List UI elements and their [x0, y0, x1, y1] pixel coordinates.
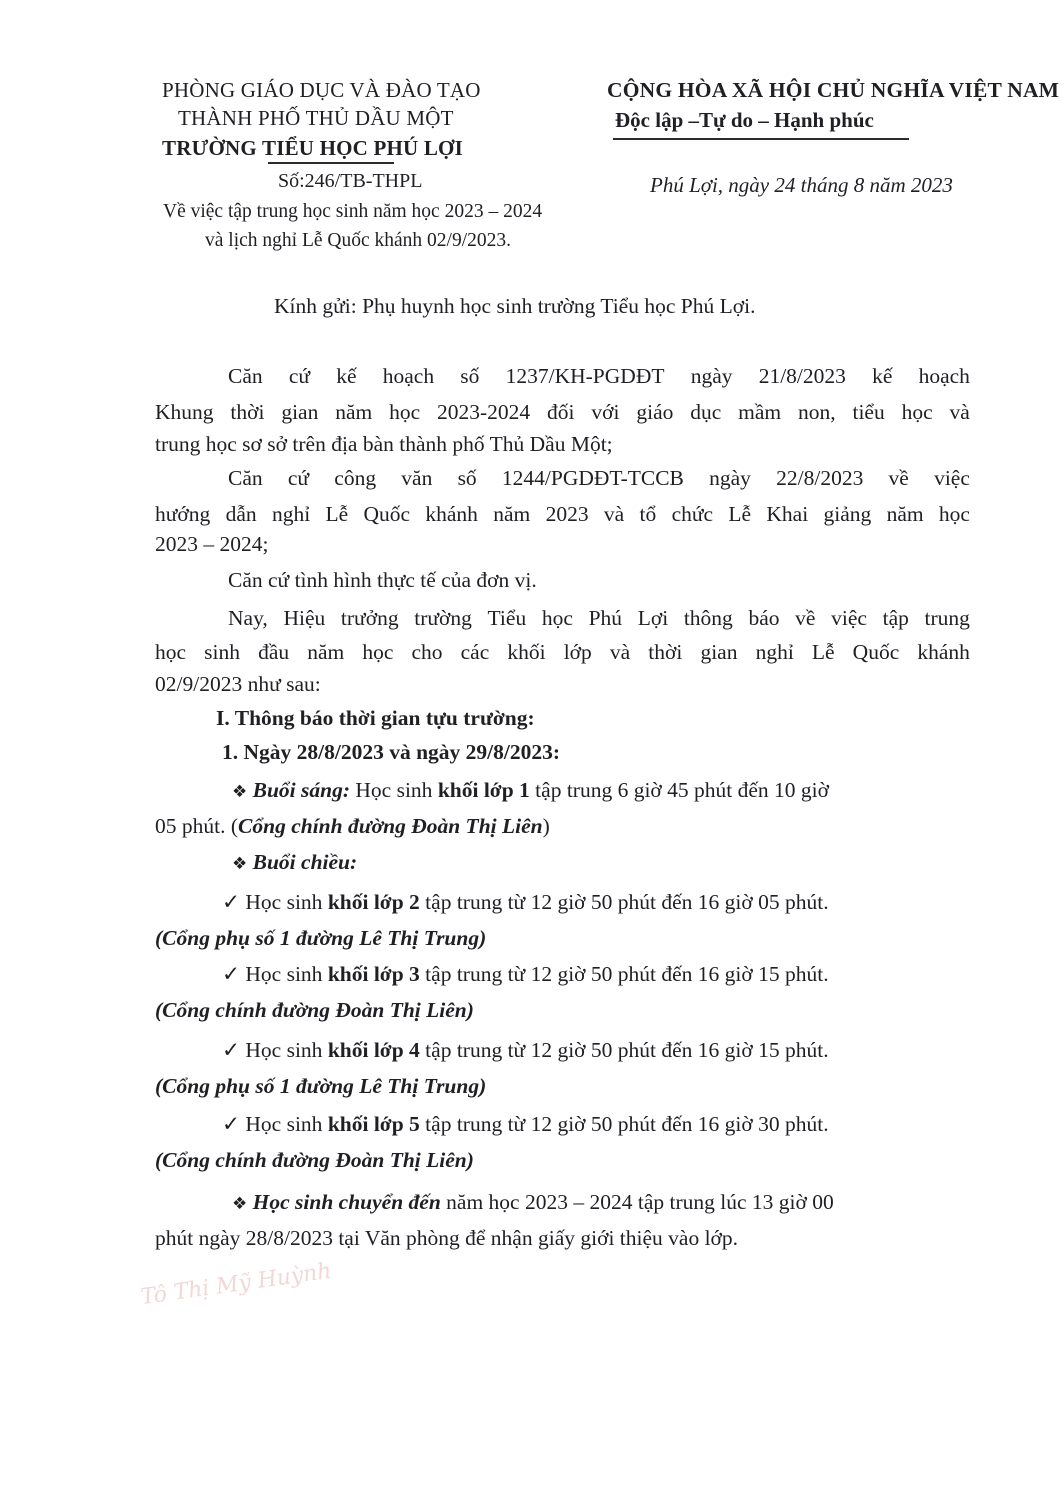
word: và	[603, 502, 625, 526]
word: Khai	[766, 502, 809, 526]
word: khối	[507, 640, 546, 664]
school-name-underline	[268, 162, 394, 164]
word: 22/8/2023	[776, 466, 864, 490]
transfer-text: năm học 2023 – 2024 tập trung lúc 13 giờ 00	[440, 1190, 834, 1214]
word: giáo	[636, 400, 674, 424]
morning-text-b: tập trung 6 giờ 45 phút đến 10 giờ	[529, 778, 830, 802]
faint-signature: Tô Thị Mỹ Huỳnh	[139, 1258, 333, 1311]
word: thời	[230, 400, 265, 424]
p4-line-3: 02/9/2023 như sau:	[155, 672, 321, 696]
word: đầu	[258, 640, 290, 664]
word: tổ	[639, 502, 657, 526]
p2-line-1	[228, 466, 970, 491]
morning-label: Buổi sáng:	[252, 778, 351, 802]
word: hoạch	[382, 364, 435, 388]
p3-line: Căn cứ tình hình thực tế của đơn vị.	[228, 568, 537, 592]
word: giảng	[823, 502, 872, 526]
word: học	[362, 640, 394, 664]
check-icon: ✓	[222, 1038, 241, 1063]
word: Lễ	[325, 502, 349, 526]
morning-l2-b: )	[542, 814, 550, 838]
check-icon: ✓	[222, 962, 241, 987]
word: công	[334, 466, 377, 490]
agency-name: PHÒNG GIÁO DỤC VÀ ĐÀO TẠO	[162, 78, 481, 102]
word: 2023	[545, 502, 589, 526]
word: trường	[414, 606, 472, 630]
word: học	[389, 400, 421, 424]
transfer-line-2: phút ngày 28/8/2023 tại Văn phòng để nhận giấy giới thiệu vào lớp.	[155, 1226, 739, 1250]
grade-3-line	[222, 964, 829, 986]
word: đối	[547, 400, 575, 424]
word: nghỉ	[755, 640, 794, 664]
word: dục	[690, 400, 722, 424]
diamond-bullet-icon: ❖	[232, 1194, 248, 1214]
word: gian	[700, 640, 738, 664]
word: và	[609, 640, 631, 664]
morning-l2-a: 05 phút. (	[155, 814, 239, 838]
p2-line-3: 2023 – 2024;	[155, 532, 269, 556]
word: việc	[934, 466, 970, 490]
grade-time: tập trung từ 12 giờ 50 phút đến 16 giờ 05 phút.	[419, 890, 829, 914]
date-line: Phú Lợi, ngày 24 tháng 8 năm 2023	[650, 173, 953, 197]
word: non,	[798, 400, 836, 424]
word: mầm	[738, 400, 782, 424]
morning-gate: Cổng chính đường Đoàn Thị Liên	[238, 814, 543, 838]
morning-line-2	[155, 816, 550, 838]
word: khánh	[917, 640, 970, 664]
grade-4-line	[222, 1040, 829, 1062]
p2-line-2	[155, 502, 970, 527]
word: năm	[307, 640, 345, 664]
word: Lợi	[637, 606, 669, 630]
word: thời	[648, 640, 683, 664]
word: trưởng	[340, 606, 399, 630]
word: cho	[411, 640, 443, 664]
grade-2-gate: (Cổng phụ số 1 đường Lê Thị Trung)	[155, 926, 487, 950]
word: Phú	[588, 606, 623, 630]
word: Quốc	[363, 502, 411, 526]
grade-time: tập trung từ 12 giờ 50 phút đến 16 giờ 15 phút.	[419, 1038, 829, 1062]
grade-label: khối lớp 2	[327, 890, 420, 914]
word: ngày	[690, 364, 733, 388]
word: báo	[748, 606, 780, 630]
grade-text: Học sinh	[240, 890, 328, 914]
word: học	[155, 640, 187, 664]
word: Quốc	[852, 640, 900, 664]
grade-5-line	[222, 1114, 829, 1136]
afternoon-heading	[232, 852, 357, 874]
grade-3-gate: (Cổng chính đường Đoàn Thị Liên)	[155, 998, 474, 1022]
word: văn	[401, 466, 433, 490]
word: Lễ	[728, 502, 752, 526]
p1-line-2	[155, 400, 970, 425]
word: học	[938, 502, 970, 526]
afternoon-label: Buổi chiều:	[252, 850, 358, 874]
word: lớp	[563, 640, 592, 664]
word: nghỉ	[271, 502, 311, 526]
greeting: Kính gửi: Phụ huynh học sinh trường Tiểu học Phú Lợi.	[274, 294, 756, 318]
transfer-line-1	[232, 1192, 834, 1214]
morning-text-a: Học sinh	[350, 778, 438, 802]
word: khánh	[425, 502, 478, 526]
word: hướng	[155, 502, 211, 526]
word: kế	[872, 364, 893, 388]
diamond-bullet-icon: ❖	[232, 854, 248, 874]
word: số	[457, 466, 477, 490]
morning-grade: khối lớp 1	[437, 778, 530, 802]
national-motto: Độc lập –Tự do – Hạnh phúc	[615, 108, 874, 132]
word: 2023-2024	[437, 400, 531, 424]
word: với	[591, 400, 620, 424]
grade-text: Học sinh	[240, 1112, 328, 1136]
word: hoạch	[918, 364, 970, 388]
word: năm	[335, 400, 373, 424]
grade-text: Học sinh	[240, 1038, 328, 1062]
word: việc	[831, 606, 867, 630]
word: cứ	[288, 364, 311, 388]
subject-line-1: Về việc tập trung học sinh năm học 2023 – 2024	[163, 201, 543, 222]
p1-line-3: trung học sơ sở trên địa bàn thành phố Thủ Dầu Một;	[155, 432, 613, 456]
item-1-title: 1. Ngày 28/8/2023 và ngày 29/8/2023:	[222, 740, 561, 764]
check-icon: ✓	[222, 890, 241, 915]
word: học	[901, 400, 933, 424]
word: về	[795, 606, 816, 630]
word: dẫn	[225, 502, 257, 526]
word: ngày	[709, 466, 751, 490]
word: 21/8/2023	[758, 364, 846, 388]
morning-line-1	[232, 780, 829, 802]
word: Tiểu	[487, 606, 527, 630]
document-number: Số:246/TB-THPL	[278, 170, 423, 192]
word: Khung	[155, 400, 214, 424]
word: 1244/PGDĐT-TCCB	[501, 466, 684, 490]
word: thông	[683, 606, 733, 630]
word: các	[460, 640, 490, 664]
word: tiểu	[852, 400, 885, 424]
check-icon: ✓	[222, 1112, 241, 1137]
grade-4-gate: (Cổng phụ số 1 đường Lê Thị Trung)	[155, 1074, 487, 1098]
motto-underline	[613, 138, 909, 140]
word: Lễ	[811, 640, 835, 664]
word: Căn	[228, 364, 263, 388]
p1-line-1	[228, 364, 970, 389]
word: chức	[671, 502, 714, 526]
subject-line-2: và lịch nghỉ Lễ Quốc khánh 02/9/2023.	[205, 230, 511, 251]
p4-line-1	[228, 606, 970, 631]
grade-label: khối lớp 5	[327, 1112, 420, 1136]
word: tập	[882, 606, 909, 630]
city-name: THÀNH PHỐ THỦ DẦU MỘT	[178, 106, 454, 130]
diamond-bullet-icon: ❖	[232, 782, 248, 802]
grade-label: khối lớp 4	[327, 1038, 420, 1062]
word: gian	[281, 400, 319, 424]
section-1-title: I. Thông báo thời gian tựu trường:	[216, 706, 535, 730]
word: 1237/KH-PGDĐT	[505, 364, 665, 388]
word: Căn	[228, 466, 263, 490]
word: Nay,	[228, 606, 268, 630]
word: và	[949, 400, 970, 424]
grade-2-line	[222, 892, 829, 914]
word: về	[888, 466, 909, 490]
word: số	[460, 364, 480, 388]
word: Hiệu	[283, 606, 326, 630]
grade-label: khối lớp 3	[327, 962, 420, 986]
school-name: TRƯỜNG TIỂU HỌC PHÚ LỢI	[162, 136, 463, 160]
word: năm	[886, 502, 924, 526]
grade-5-gate: (Cổng chính đường Đoàn Thị Liên)	[155, 1148, 474, 1172]
word: kế	[336, 364, 357, 388]
word: sinh	[204, 640, 240, 664]
word: năm	[493, 502, 531, 526]
grade-text: Học sinh	[240, 962, 328, 986]
national-title: CỘNG HÒA XÃ HỘI CHỦ NGHĨA VIỆT NAM	[607, 78, 1060, 102]
p4-line-2	[155, 640, 970, 665]
grade-time: tập trung từ 12 giờ 50 phút đến 16 giờ 30 phút.	[419, 1112, 829, 1136]
word: học	[541, 606, 573, 630]
word: trung	[924, 606, 970, 630]
grade-time: tập trung từ 12 giờ 50 phút đến 16 giờ 15 phút.	[419, 962, 829, 986]
word: cứ	[287, 466, 310, 490]
transfer-label: Học sinh chuyển đến	[252, 1190, 441, 1214]
